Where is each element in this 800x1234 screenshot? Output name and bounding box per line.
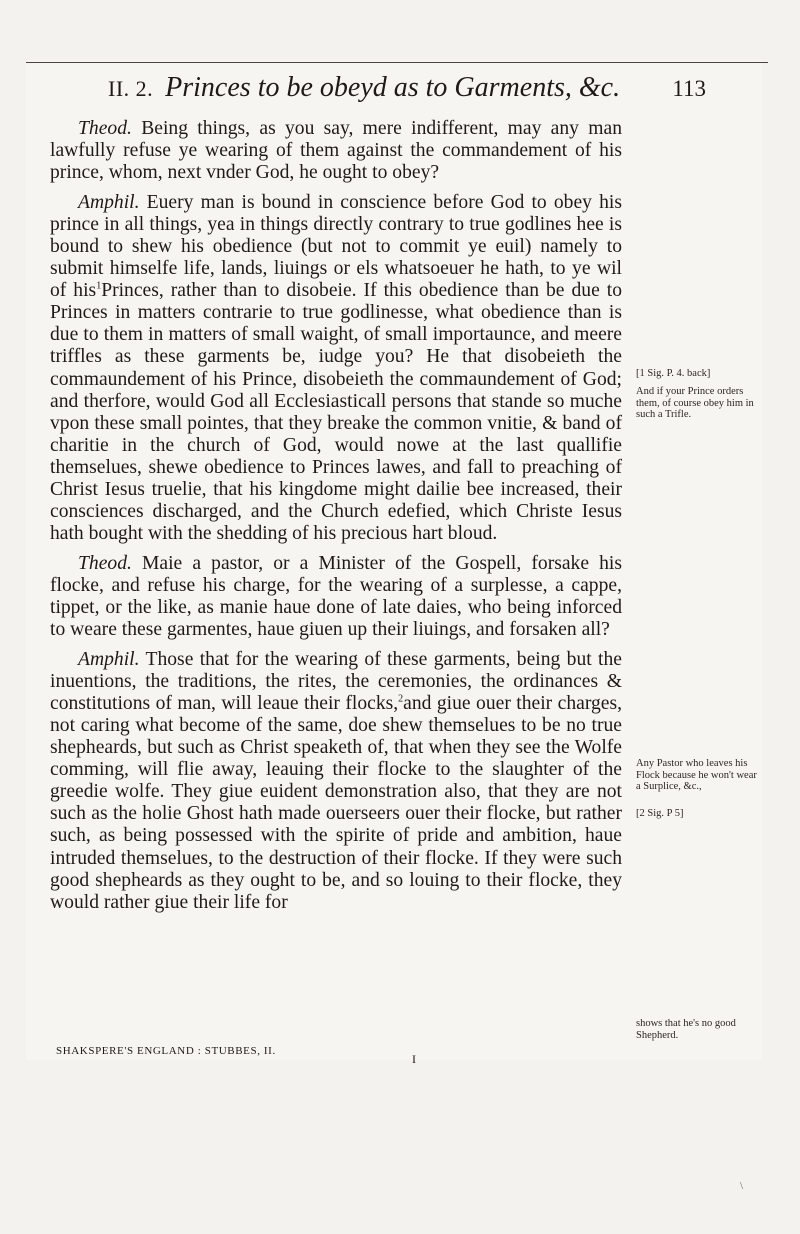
paragraph-theod-1: [50, 118, 622, 184]
margin-note-prince-orders: And if your Prince orders them, of course obey him in such a Trifle.: [636, 386, 754, 420]
header-title: Princes to be obeyd as to Garments, &c.: [165, 72, 621, 103]
margin-note-shows-no-shepherd: shows that he's no good Shepherd.: [636, 1018, 736, 1041]
speaker-label: Theod.: [78, 118, 132, 139]
signature-mark: I: [412, 1052, 416, 1066]
speaker-label: Theod.: [78, 552, 132, 574]
stray-mark: \: [740, 1180, 744, 1192]
margin-note-any-pastor: Any Pastor who leaves his Flock because he won't wear a Surplice, &c.,: [636, 758, 757, 792]
paragraph-text-part2: Princes, rather than to disobeie. If this obedience than be due to Princes in matters contrarie to true godlinesse, what obedience than is due to them in matters of small waight, of small importaunce, and meere triffles as these garments be, iudge you? He that disobeieth the commaundement of his Prince, disobeieth the commaundement of God; and therfore, would God all Ecclesiasticall persons that stande so muche vpon these small pointes, that they breake the common vnitie, & band of charitie in the church of God, would nowe at the last quallifie themselues, shewe obedience to Princes lawes, and fall to preaching of Christ Iesus truelie, that his kingdome might dailie bee increased, their consciences discharged, and the Church edefied, which Christe Iesus hath bought with the shedding of his precious hart bloud.: [50, 280, 622, 544]
top-rule: [26, 62, 768, 63]
paragraph-text: Being things, as you say, mere indifferent, may any man lawfully refuse ye wearing of them against the commandement of his prince, whom, next vnder God, he ought to obey?: [50, 118, 622, 184]
footer-imprint: SHAKSPERE'S ENGLAND : STUBBES, II.: [56, 1045, 276, 1057]
paragraph-theod-2: [50, 553, 622, 641]
sig-ref: 2: [398, 693, 404, 705]
header-section: II. 2.: [108, 76, 154, 101]
paragraph-text-part1: Those that for the wearing of these garments, being but the inuentions, the traditions, the rites, the ceremonies, the ordinances & constitutions of man, will leaue their flocks,: [50, 649, 622, 715]
paragraph-amphil-2: [50, 649, 622, 914]
paragraph-text: Maie a pastor, or a Minister of the Gospell, forsake his flocke, and refuse his charge, for the wearing of a surplesse, a cappe, tippet, or the like, as manie haue done of late daies, who being inforced to weare these garmentes, haue giuen up their liuings, and forsaken all?: [50, 552, 622, 641]
paragraph-amphil-1: [50, 192, 622, 545]
sig-ref: 1: [96, 280, 102, 292]
margin-note-sig-p5: [2 Sig. P 5]: [636, 808, 684, 819]
paragraph-text-part2: and giue ouer their charges, not caring what become of the same, doe shew themselues to be no true shepheards, but such as Christ speaketh of, that when they see the Wolfe comming, will flie away, leauing their flocke to the slaughter of the greedie wolfe. They giue euident demonstration also, that they are not such as the holie Ghost hath made ouerseers ouer their flocke, but rather such, as being possessed with the spirite of pride and ambition, haue intruded themselues, to the destruction of their flocke. If they were such good shepheards as they ought to be, and so louing to their flocke, they would rather giue their life for: [50, 693, 623, 913]
running-header: [108, 72, 706, 112]
speaker-label: Amphil.: [78, 649, 140, 671]
speaker-label: Amphil.: [78, 192, 140, 214]
margin-note-sig-p4: [1 Sig. P. 4. back]: [636, 368, 711, 379]
body-text: [50, 118, 622, 914]
page-number: 113: [672, 76, 706, 101]
paragraph-text-part1: Euery man is bound in conscience before God to obey his prince in all things, yea in things directly contrary to true godlines hee is bound to shew his obedience (but not to commit ye euil) namely to submit himselfe life, lands, liuings or els whatsoeuer he hath, to ye wil of his: [50, 192, 622, 302]
